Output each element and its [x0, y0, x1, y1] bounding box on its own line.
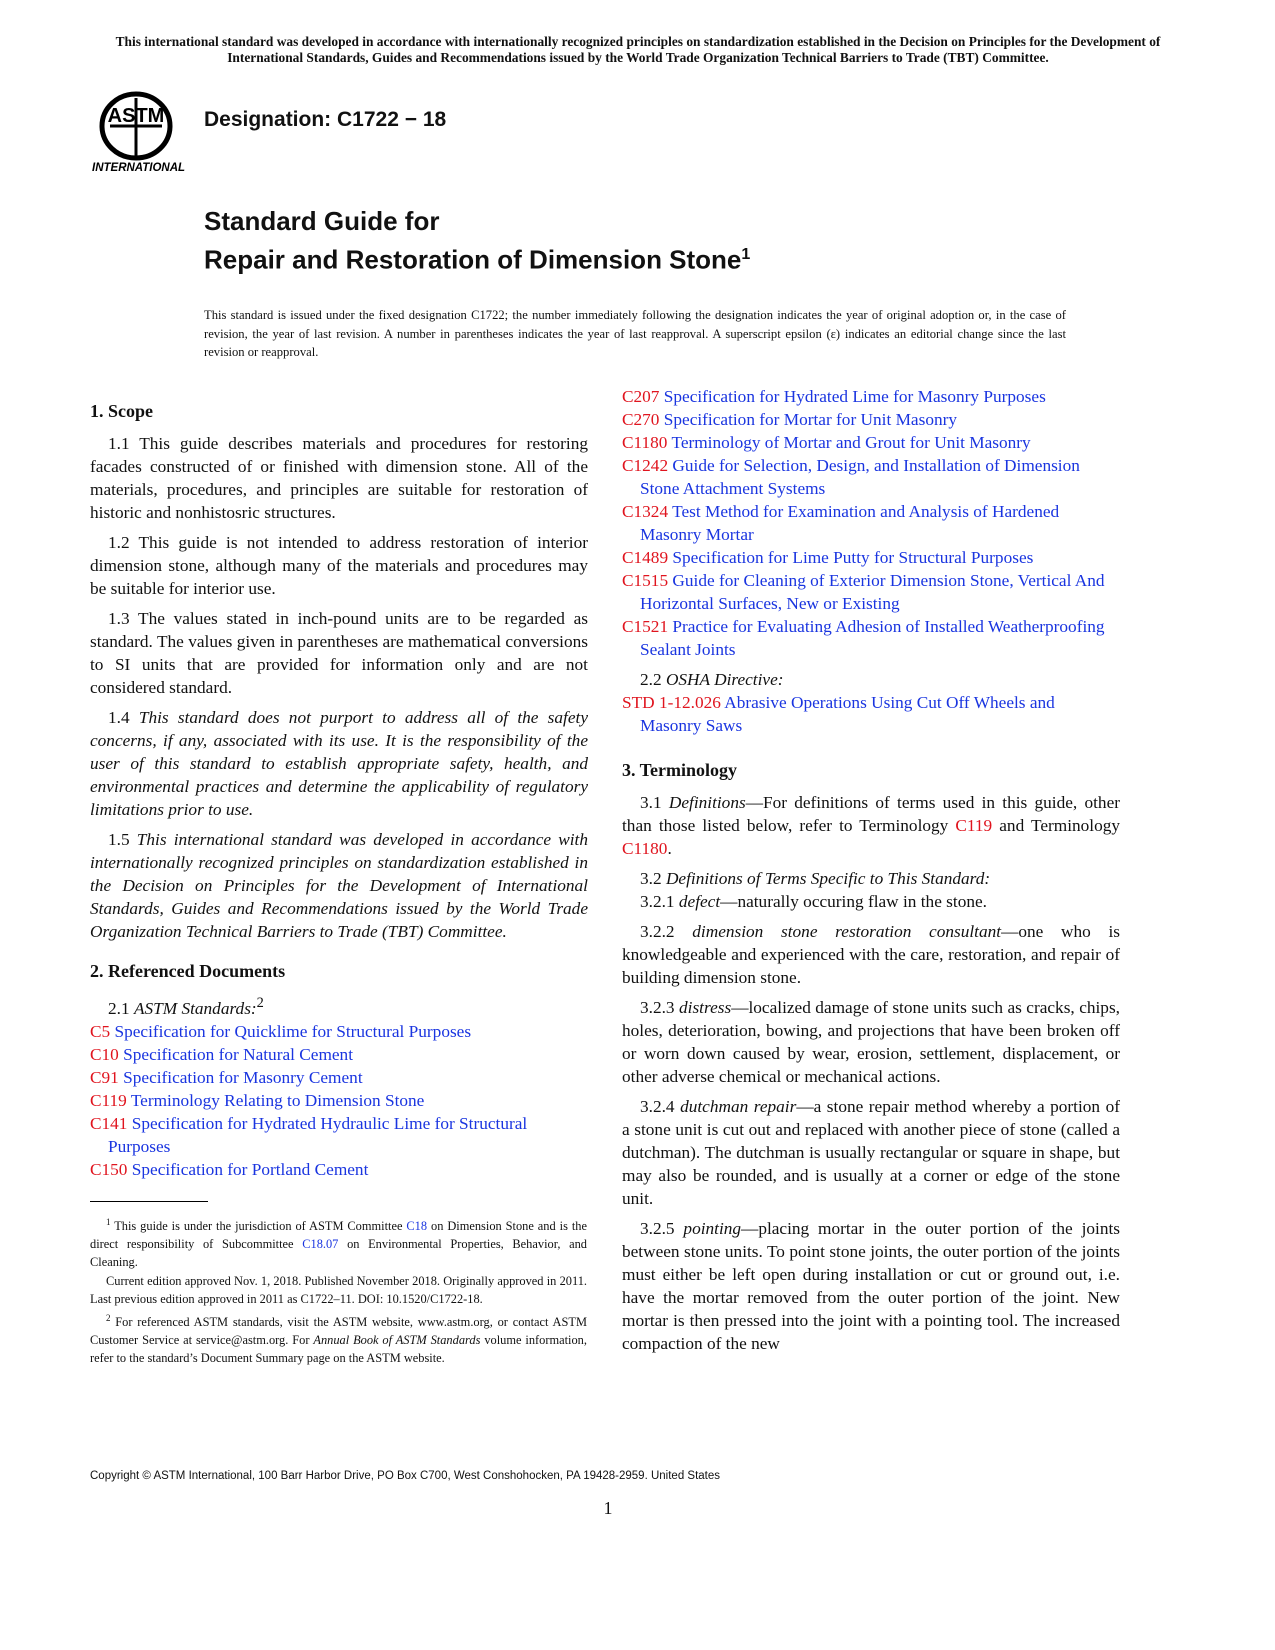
reference-title[interactable]: Specification for Lime Putty for Structural Purposes — [672, 548, 1034, 567]
page-number: 1 — [603, 1498, 613, 1518]
scope-1-3: 1.3 The values stated in inch-pound units are to be regarded as standard. The values given in parentheses are mathematical conversions to SI units that are provided for information only and are not considered standard. — [90, 609, 588, 697]
reference-title[interactable]: Terminology Relating to Dimension Stone — [130, 1090, 425, 1110]
scope-1-4: 1.4 This standard does not purport to address all of the safety concerns, if any, associated with its use. It is the responsibility of the user of this standard to establish appropriate safety, health, and environmental practices and determine the applicability of regulatory limitations prior to use. — [90, 708, 588, 819]
reference-title[interactable]: Specification for Hydrated Hydraulic Lime for Structural Purposes — [108, 1113, 528, 1156]
section-heading-referenced: 2. Referenced Documents — [90, 961, 286, 981]
reference-code[interactable]: C207 — [622, 387, 660, 406]
reference-item[interactable] — [622, 569, 1120, 615]
wto-notice: This international standard was developed in accordance with internationally recognized principles on standardization established in the Decision on Principles for the Development of International Standards, Guides and Recommendations issued by the World Trade Organization Technical Barriers to Trade (TBT) Committee. — [115, 34, 1161, 65]
reference-list-right — [622, 385, 1120, 661]
reference-code[interactable]: C1180 — [622, 433, 668, 452]
designation: Designation: C1722 − 18 — [204, 108, 447, 131]
link-c18[interactable]: C18 — [406, 1219, 428, 1234]
reference-code[interactable]: C150 — [90, 1159, 128, 1179]
definition-term: dimension stone restoration consultant — [692, 922, 1002, 941]
reference-title[interactable]: Guide for Selection, Design, and Installation of Dimension Stone Attachment Systems — [640, 456, 1080, 498]
definition-item: 3.2.3 distress—localized damage of stone units such as cracks, chips, holes, deterioration, bowing, and projections that have been broken off or worn down caused by wear, erosion, settlement, displacement, or other adverse chemical or mechanical actions. — [622, 998, 1120, 1086]
reference-code[interactable]: C1242 — [622, 456, 669, 475]
reference-item[interactable] — [90, 1066, 588, 1089]
reference-item[interactable] — [622, 431, 1120, 454]
reference-item[interactable] — [622, 454, 1120, 500]
reference-item[interactable] — [622, 500, 1120, 546]
link-c119[interactable]: C119 — [955, 816, 993, 835]
title-line-1: Standard Guide for — [204, 206, 440, 236]
terminology-3-2: 3.2 Definitions of Terms Specific to This Standard: — [640, 869, 991, 888]
reference-item[interactable] — [90, 1043, 588, 1066]
definition-term: defect — [678, 892, 721, 911]
terminology-3-1: 3.1 Definitions—For definitions of terms used in this guide, other than those listed below, refer to Terminology C119 and Terminology C1180. — [622, 793, 1120, 858]
reference-code[interactable]: C1515 — [622, 571, 669, 590]
definition-term: pointing — [683, 1219, 742, 1238]
footnote-1: $^1$ This guide is under the jurisdiction of ASTM Committee C18 on Dimension Stone and is the direct responsibility of Subcommittee C18.07 on Environmental Properties, Behavior, and Cleaning. — [90, 1217, 587, 1270]
left-column — [90, 400, 588, 1181]
reference-title[interactable]: Specification for Masonry Cement — [123, 1067, 363, 1087]
definition-list — [622, 890, 1120, 1355]
reference-code[interactable]: C1489 — [622, 548, 669, 567]
osha-label: 2.2 OSHA Directive: — [640, 670, 784, 689]
reference-title[interactable]: Terminology of Mortar and Grout for Unit Masonry — [671, 433, 1031, 452]
reference-code[interactable]: C1521 — [622, 617, 669, 636]
reference-title[interactable]: Specification for Mortar for Unit Masonry — [663, 410, 958, 429]
logo-subtext: INTERNATIONAL — [92, 162, 186, 174]
reference-item[interactable] — [90, 1158, 588, 1181]
reference-item[interactable] — [622, 385, 1120, 408]
astm-logo — [90, 86, 200, 178]
reference-item[interactable] — [622, 615, 1120, 661]
reference-code[interactable]: C10 — [90, 1044, 119, 1064]
reference-item[interactable] — [90, 1020, 588, 1043]
astm-standards-label: 2.1 ASTM Standards:$^2$ — [108, 995, 264, 1018]
reference-title[interactable]: Specification for Natural Cement — [123, 1044, 353, 1064]
reference-code[interactable]: C270 — [622, 410, 660, 429]
reference-title[interactable]: Specification for Quicklime for Structural Purposes — [114, 1021, 472, 1041]
reference-code[interactable]: C141 — [90, 1113, 128, 1133]
reference-code[interactable]: C119 — [90, 1090, 127, 1110]
scope-1-1: 1.1 This guide describes materials and procedures for restoring facades constructed of or finished with dimension stone. All of the materials, procedures, and principles are suitable for restoration of historic and nonhistosric structures. — [90, 434, 588, 522]
reference-title[interactable]: Specification for Portland Cement — [131, 1159, 369, 1179]
right-column — [622, 385, 1120, 1362]
definition-item: 3.2.4 dutchman repair—a stone repair method whereby a portion of a stone unit is cut out and replaced with another piece of stone (called a dutchman). The dutchman is usually rectangular or square in shape, but may also be rounded, and is usually at a corner or edge of the stone unit. — [622, 1097, 1120, 1208]
reference-item[interactable] — [90, 1089, 588, 1112]
section-heading-scope: 1. Scope — [90, 401, 153, 421]
document-title — [204, 205, 750, 277]
logo-letters: ASTM — [107, 105, 165, 127]
issue-note: This standard is issued under the fixed designation C1722; the number immediately following the designation indicates the year of original adoption or, in the case of revision, the year of last revision. A number in parentheses indicates the year of last reapproval. A superscript epsilon (ε) indicates an editorial change since the last revision or reapproval. — [204, 308, 1066, 359]
reference-title[interactable]: Test Method for Examination and Analysis of Hardened Masonry Mortar — [640, 502, 1060, 544]
reference-code[interactable]: C1324 — [622, 502, 669, 521]
copyright-notice: Copyright © ASTM International, 100 Barr Harbor Drive, PO Box C700, West Conshohocken, PA 19428-2959. United States — [90, 1470, 721, 1482]
reference-title[interactable]: Practice for Evaluating Adhesion of Installed Weatherproofing Sealant Joints — [640, 617, 1105, 659]
title-footnote-mark: 1 — [741, 246, 751, 263]
footnote-divider — [90, 1201, 208, 1202]
reference-code[interactable]: C91 — [90, 1067, 119, 1087]
reference-title[interactable]: Guide for Cleaning of Exterior Dimension Stone, Vertical And Horizontal Surfaces, New or Existing — [640, 571, 1105, 613]
footnote-1-edition: Current edition approved Nov. 1, 2018. Published November 2018. Originally approved in 2011. Last previous edition approved in 2011 as C1722–11. DOI: 10.1520/C1722-18. — [90, 1274, 587, 1307]
reference-code[interactable]: C5 — [90, 1021, 111, 1041]
reference-osha[interactable]: STD 1-12.026 Abrasive Operations Using Cut Off Wheels and Masonry Saws — [622, 693, 1055, 735]
footnote-2: $^2$ For referenced ASTM standards, visit the ASTM website, www.astm.org, or contact ASTM Customer Service at service@astm.org. For Annual Book of ASTM Standards volume information, refer to the standard’s Document Summary page on the ASTM website. — [90, 1313, 587, 1366]
definition-term: distress — [679, 998, 732, 1017]
reference-title[interactable]: Specification for Hydrated Lime for Masonry Purposes — [663, 387, 1046, 406]
reference-item[interactable] — [90, 1112, 588, 1158]
definition-item: 3.2.2 dimension stone restoration consultant—one who is knowledgeable and experienced with the care, restoration, and repair of building dimension stone. — [622, 922, 1120, 987]
definition-item: 3.2.1 defect—naturally occuring flaw in the stone. — [640, 892, 987, 911]
footnotes — [90, 1213, 587, 1368]
reference-item[interactable] — [622, 546, 1120, 569]
reference-item[interactable] — [622, 408, 1120, 431]
title-line-2: Repair and Restoration of Dimension Stone$^1$ — [204, 244, 751, 275]
scope-1-5: 1.5 This international standard was developed in accordance with internationally recognized principles on standardization established in the Decision on Principles for the Development of International Standards, Guides and Recommendations issued by the World Trade Organization Technical Barriers to Trade (TBT) Committee. — [90, 830, 588, 941]
definition-term: dutchman repair — [680, 1097, 797, 1116]
definition-item: 3.2.5 pointing—placing mortar in the outer portion of the joints between stone units. To point stone joints, the outer portion of the joints must either be left open during installation or cut or ground out, i.e. have the mortar removed from the outer portion of the joint. New mortar is then pressed into the joint with a pointing tool. The increased compaction of the new — [622, 1219, 1120, 1353]
section-heading-terminology: 3. Terminology — [622, 760, 738, 780]
scope-1-2: 1.2 This guide is not intended to address restoration of interior dimension stone, although many of the materials and procedures may be suitable for interior use. — [90, 533, 588, 598]
link-c18-07[interactable]: C18.07 — [302, 1237, 339, 1252]
link-c1180[interactable]: C1180 — [622, 839, 668, 858]
reference-list-left — [90, 1020, 588, 1181]
